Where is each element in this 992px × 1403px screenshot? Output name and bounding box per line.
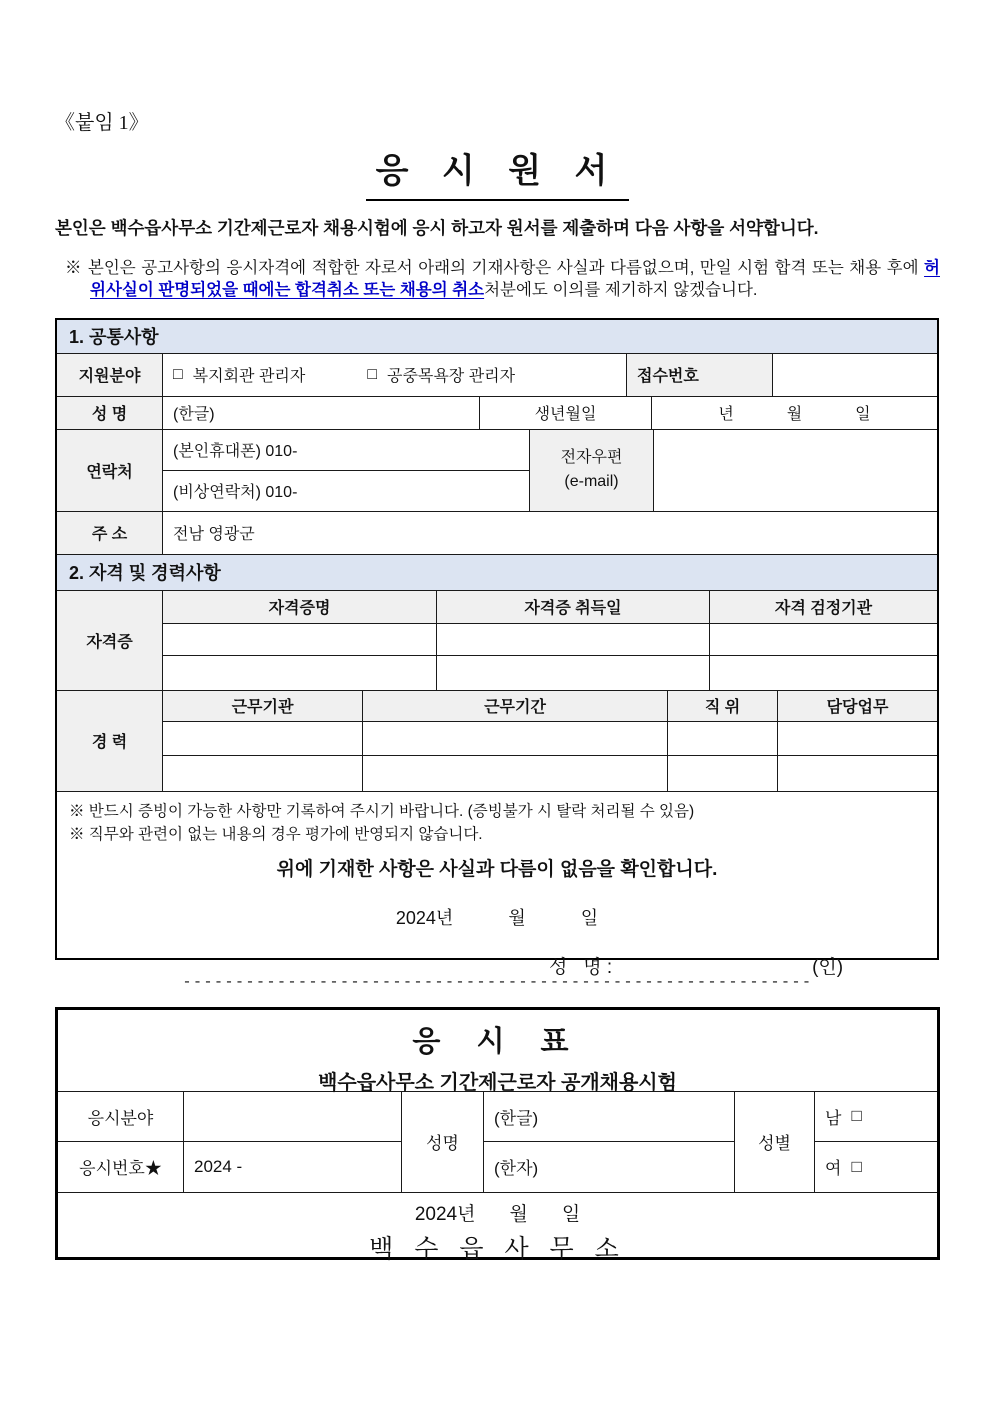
duty-header: 담당업무	[778, 691, 937, 722]
male-label: 남	[825, 1108, 842, 1128]
cert-name-header: 자격증명	[163, 591, 437, 624]
welfare-center-label: 복지회관 관리자	[192, 368, 306, 385]
gender-female-option	[815, 1142, 937, 1192]
ticket-name-han-hint: (한자)	[493, 1159, 539, 1178]
cut-line: ------------------------------------------------------------	[182, 973, 813, 991]
cert-agency-field-2[interactable]	[710, 656, 937, 691]
ticket-name-kor-field[interactable]	[484, 1092, 734, 1142]
form-date-month: 월	[508, 907, 526, 928]
work-period-field-1[interactable]	[363, 722, 668, 756]
form-date-day: 일	[580, 907, 599, 928]
emergency-phone-field[interactable]	[163, 471, 529, 512]
signature-name-label: 성 명 :	[549, 956, 613, 978]
oath-highlight: 허위사실이 판명되었을 때에는 합격취소 또는 채용의 취소	[90, 259, 940, 299]
address-field[interactable]	[163, 512, 937, 555]
section2-header: 2. 자격 및 경력사항	[57, 555, 937, 591]
career-label: 경 력	[57, 691, 163, 792]
ticket-subtitle: 백수읍사무소 기간제근로자 공개채용시험	[318, 1071, 677, 1094]
birth-month-unit: 월	[786, 406, 803, 423]
form-date-line	[69, 905, 925, 932]
main-form-table	[55, 318, 939, 978]
work-period-field-2[interactable]	[363, 756, 668, 792]
ticket-row-1	[58, 1092, 402, 1142]
address-value: 전남 영광군	[173, 526, 255, 543]
ticket-footer	[58, 1192, 937, 1263]
issuing-office: 백 수 읍 사 무 소	[369, 1234, 626, 1263]
emergency-phone-hint: (비상연락처) 010-	[173, 484, 298, 501]
gender-options-col	[815, 1092, 937, 1192]
gender-male-option	[815, 1092, 937, 1142]
workplace-header: 근무기관	[163, 691, 363, 722]
contact-row	[57, 430, 937, 512]
confirmation-line: 위에 기재한 사항은 사실과 다름이 없음을 확인합니다.	[276, 859, 718, 880]
apply-field-label: 지원분야	[57, 354, 163, 397]
cert-date-field-2[interactable]	[437, 656, 710, 691]
ticket-date-line	[58, 1199, 937, 1226]
certificate-header-row	[163, 591, 937, 624]
cert-date-header: 자격증 취득일	[437, 591, 710, 624]
public-bath-checkbox[interactable]: □	[367, 365, 377, 383]
name-field[interactable]	[163, 397, 480, 430]
ticket-header	[58, 1010, 937, 1092]
pledge-paragraph: 본인은 백수읍사무소 기간제근로자 채용시험에 응시 하고자 원서를 제출하며 다음 사항을 서약합니다.	[55, 218, 819, 238]
apply-field-options	[163, 354, 627, 397]
address-label: 주 소	[57, 512, 163, 555]
ticket-body	[58, 1092, 937, 1192]
exam-field-value[interactable]	[184, 1092, 402, 1142]
note-2: ※ 직무와 관련이 없는 내용의 경우 평가에 반영되지 않습니다.	[69, 825, 483, 843]
workplace-field-2[interactable]	[163, 756, 363, 792]
work-period-header: 근무기간	[363, 691, 668, 722]
female-label: 여	[825, 1159, 842, 1178]
certificate-grid	[163, 591, 937, 691]
document-title: 응 시 원 서	[55, 143, 940, 201]
cert-date-field-1[interactable]	[437, 624, 710, 656]
career-header-row	[163, 691, 937, 722]
ticket-row-2	[58, 1142, 402, 1192]
name-label: 성 명	[57, 397, 163, 430]
option-public-bath	[367, 363, 515, 386]
career-row-1	[163, 722, 937, 756]
seal-mark: (인)	[812, 956, 844, 978]
certificate-row-1	[163, 624, 937, 656]
ticket-name-kor-hint: (한글)	[493, 1108, 539, 1128]
duty-field-2[interactable]	[778, 756, 937, 792]
oath-prefix: ※ 본인은 공고사항의 응시자격에 적합한 자로서 아래의 기재사항은 사실과 다름없으며, 만일 시험 합격 또는 채용 후에	[65, 259, 925, 278]
contact-phones	[163, 430, 530, 512]
address-row	[57, 512, 937, 555]
note-1: ※ 반드시 증빙이 가능한 사항만 기록하여 주시기 바랍니다. (증빙불가 시 탈락 처리될 수 있음)	[69, 802, 695, 820]
form-date-year: 2024년	[395, 907, 454, 928]
name-row	[57, 397, 937, 430]
ticket-title: 응 시 표	[412, 1025, 583, 1058]
exam-number-value[interactable]: 2024 -	[184, 1142, 402, 1192]
career-group	[57, 691, 937, 792]
exam-number-label: 응시번호★	[58, 1142, 184, 1192]
career-row-2	[163, 756, 937, 792]
email-label: 전자우편 (e-mail)	[530, 430, 654, 512]
email-field[interactable]	[654, 430, 937, 512]
attachment-label: 《붙임 1》	[55, 112, 149, 134]
welfare-center-checkbox[interactable]: □	[173, 365, 183, 383]
notes-signature-block	[57, 792, 937, 978]
birth-year-unit: 년	[718, 406, 734, 423]
certificate-label: 자격증	[57, 591, 163, 691]
ticket-date-month: 월	[509, 1203, 528, 1225]
male-checkbox[interactable]: □	[851, 1106, 862, 1125]
cert-agency-field-1[interactable]	[710, 624, 937, 656]
cert-name-field-1[interactable]	[163, 624, 437, 656]
position-field-2[interactable]	[668, 756, 778, 792]
oath-paragraph	[55, 258, 940, 301]
apply-field-row	[57, 354, 937, 397]
birthdate-label: 생년월일	[480, 397, 652, 430]
mobile-phone-hint: (본인휴대폰) 010-	[173, 443, 298, 460]
duty-field-1[interactable]	[778, 722, 937, 756]
mobile-phone-field[interactable]	[163, 430, 529, 471]
oath-suffix: 처분에도 이의를 제기하지 않겠습니다.	[484, 280, 758, 299]
certificate-group	[57, 591, 937, 691]
birthdate-field[interactable]	[652, 397, 937, 430]
ticket-name-han-field[interactable]	[484, 1142, 734, 1192]
name-hint: (한글)	[173, 406, 215, 423]
public-bath-label: 공중목욕장 관리자	[386, 368, 516, 385]
certificate-row-2	[163, 656, 937, 691]
exam-field-label: 응시분야	[58, 1092, 184, 1142]
ticket-name-label: 성명	[402, 1092, 484, 1192]
career-grid	[163, 691, 937, 792]
receipt-number-label: 접수번호	[627, 354, 773, 397]
ticket-date-year: 2024년	[414, 1203, 476, 1225]
section1-header: 1. 공통사항	[57, 320, 937, 354]
ticket-name-col	[484, 1092, 735, 1192]
position-field-1[interactable]	[668, 722, 778, 756]
receipt-number-field[interactable]	[773, 354, 937, 397]
ticket-left-col	[58, 1092, 402, 1192]
gender-label: 성별	[735, 1092, 815, 1192]
exam-ticket	[55, 1007, 940, 1263]
workplace-field-1[interactable]	[163, 722, 363, 756]
cert-name-field-2[interactable]	[163, 656, 437, 691]
female-checkbox[interactable]: □	[851, 1156, 862, 1176]
contact-label: 연락처	[57, 430, 163, 512]
cert-agency-header: 자격 검정기관	[710, 591, 937, 624]
ticket-date-day: 일	[561, 1203, 581, 1225]
position-header: 직 위	[668, 691, 778, 722]
option-welfare-center	[173, 363, 305, 386]
birth-day-unit: 일	[855, 406, 871, 423]
